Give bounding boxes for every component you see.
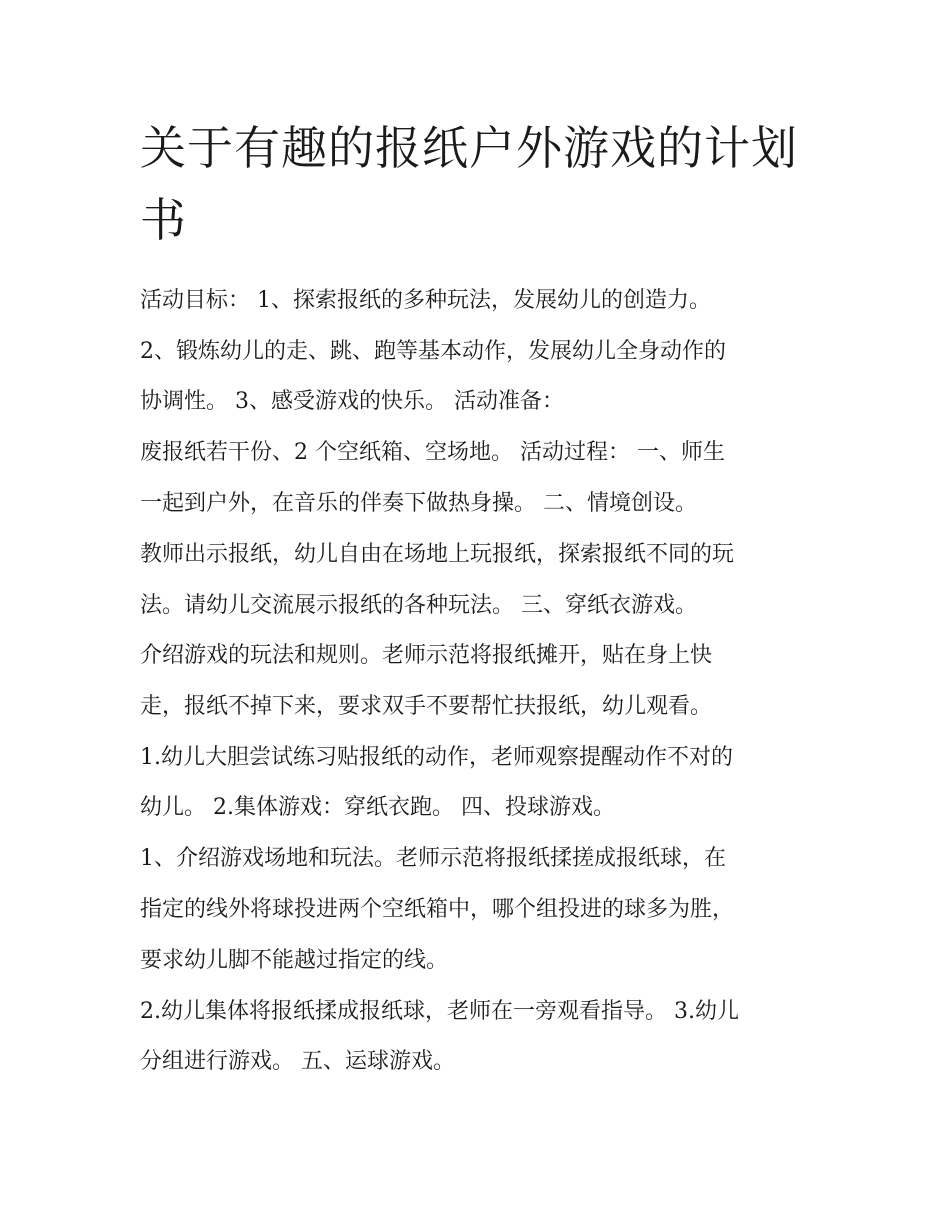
body-line: 幼儿。 2.集体游戏：穿纸衣跑。 四、投球游戏。 <box>140 795 615 820</box>
body-line: 法。请幼儿交流展示报纸的各种玩法。 三、穿纸衣游戏。 <box>140 593 697 618</box>
body-line: 指定的线外将球投进两个空纸箱中，哪个组投进的球多为胜， <box>140 897 735 922</box>
body-line: 一起到户外，在音乐的伴奏下做热身操。 二、情境创设。 <box>140 491 697 516</box>
body-line: 废报纸若干份、2 个空纸箱、空场地。 活动过程： 一、师生 <box>140 440 725 465</box>
body-line: 要求幼儿脚不能越过指定的线。 <box>140 948 449 973</box>
body-line: 1、介绍游戏场地和玩法。老师示范将报纸揉搓成报纸球，在 <box>140 846 726 871</box>
document-title: 关于有趣的报纸户外游戏的计划书 <box>140 121 798 247</box>
body-line: 2、锻炼幼儿的走、跳、跑等基本动作，发展幼儿全身动作的 <box>140 339 726 364</box>
body-line: 协调性。 3、感受游戏的快乐。 活动准备： <box>140 389 564 414</box>
body-line: 2.幼儿集体将报纸揉成报纸球，老师在一旁观看指导。 3.幼儿 <box>140 999 739 1024</box>
body-line: 分组进行游戏。 五、运球游戏。 <box>140 1049 455 1074</box>
body-line: 1.幼儿大胆尝试练习贴报纸的动作，老师观察提醒动作不对的 <box>140 745 733 770</box>
body-line: 介绍游戏的玩法和规则。老师示范将报纸摊开，贴在身上快 <box>140 643 713 668</box>
body-line: 走，报纸不掉下来，要求双手不要帮忙扶报纸，幼儿观看。 <box>140 694 713 719</box>
body-line: 教师出示报纸，幼儿自由在场地上玩报纸，探索报纸不同的玩 <box>140 542 735 567</box>
body-line: 活动目标： 1、探索报纸的多种玩法，发展幼儿的创造力。 <box>140 288 711 313</box>
